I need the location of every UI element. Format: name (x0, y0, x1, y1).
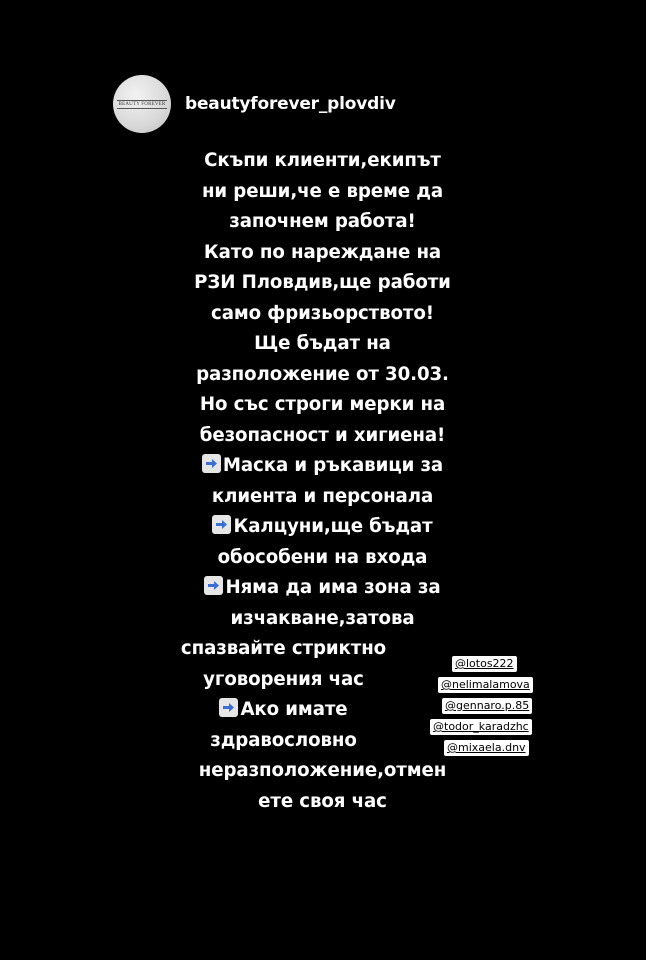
story-line: разположение от 30.03. (196, 363, 449, 385)
story-line: неразположение,отмен (198, 760, 447, 781)
mention-text: @todor_karadzhc (433, 720, 529, 733)
story-line: Скъпи клиенти,екипът (204, 150, 441, 171)
story-line-text: Ако имате (240, 699, 348, 720)
story-line: РЗИ Пловдив,ще работи (194, 272, 451, 293)
right-arrow-icon (219, 698, 238, 717)
story-line: клиента и персонала (211, 485, 434, 507)
story-line: Като по нареждане на (203, 241, 442, 263)
story-line: безопасност и хигиена! (199, 424, 446, 446)
story-header (113, 74, 396, 134)
username[interactable]: beautyforever_plovdiv (185, 94, 396, 114)
profile-avatar[interactable] (113, 75, 171, 133)
story-line: изчакване,затова (230, 607, 415, 629)
mention-text: @nelimalamova (441, 678, 530, 691)
story-line-bullet (150, 573, 495, 604)
story-text (150, 146, 495, 817)
story-line: уговорения час (203, 668, 364, 690)
story-line-bullet (150, 512, 495, 543)
story-line: обособени на входа (217, 546, 428, 568)
story-line-text: Няма да има зона за (225, 577, 441, 598)
brand-logo: BEAUTY FOREVER (118, 101, 166, 107)
story-line: ете своя час (258, 790, 387, 812)
story-line: Но със строги мерки на (199, 394, 446, 415)
right-arrow-icon (204, 576, 223, 595)
story-line: само фризьорството! (211, 302, 434, 324)
mention-text: @gennaro.p.85 (445, 699, 530, 712)
story-line-bullet (150, 451, 495, 482)
mention-tag[interactable] (430, 719, 532, 735)
mention-text: @lotos222 (455, 657, 514, 670)
story-line: Ще бъдат на (254, 333, 391, 354)
mention-tag[interactable] (444, 740, 529, 756)
mention-text: @mixaela.dnv (447, 741, 526, 754)
story-line-text: Маска и ръкавици за (222, 455, 444, 476)
story-line: спазвайте стриктно (180, 638, 387, 659)
story-line-text: Калцуни,ще бъдат (233, 516, 433, 537)
story-line: ни реши,че е време да (201, 180, 444, 202)
right-arrow-icon (202, 454, 221, 473)
story-line: започнем работа! (229, 211, 416, 232)
right-arrow-icon (212, 515, 231, 534)
mention-tag[interactable] (452, 656, 517, 672)
story-line: здравословно (210, 729, 357, 751)
mention-tag[interactable] (438, 677, 533, 693)
mention-tag[interactable] (442, 698, 532, 714)
